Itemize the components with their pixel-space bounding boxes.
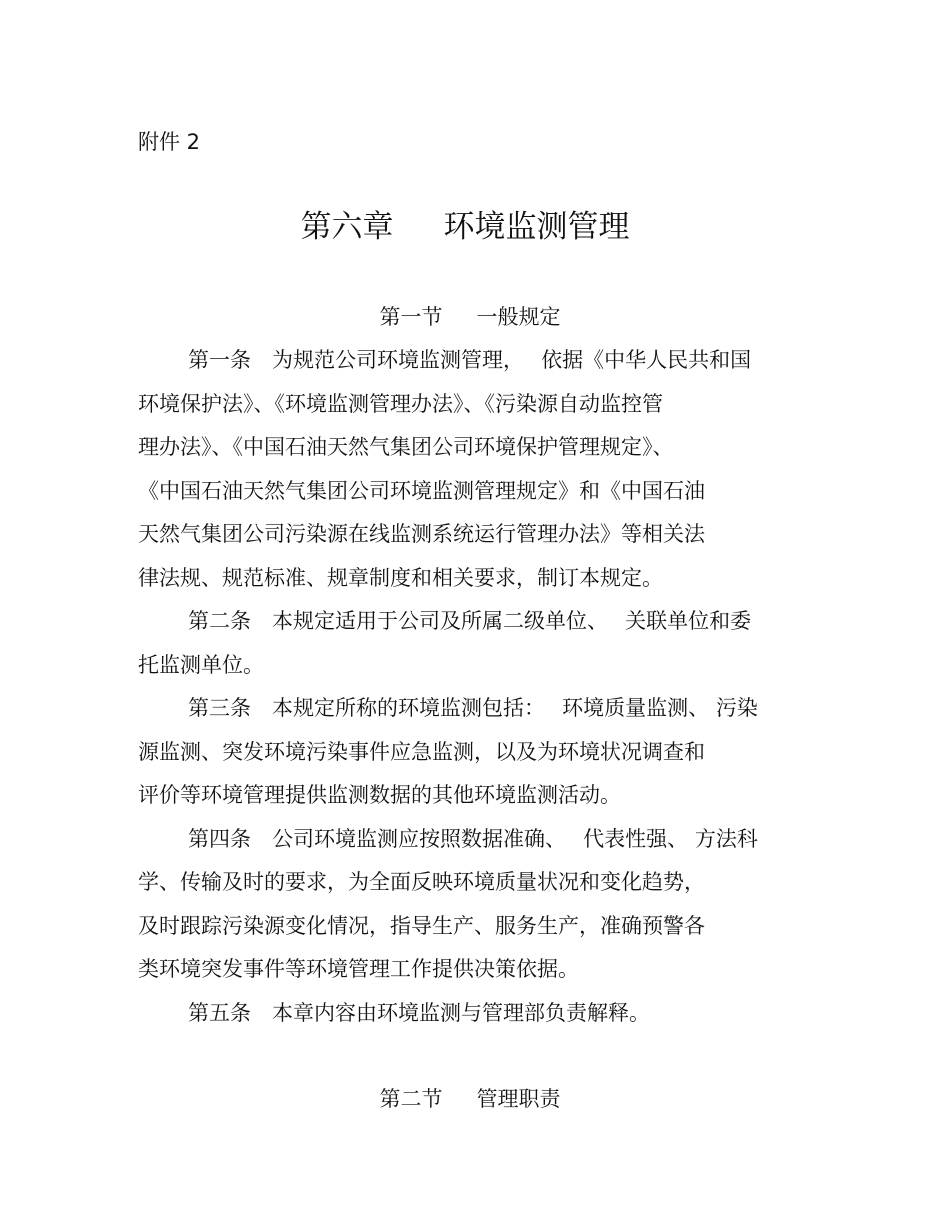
chapter-title [0,205,930,249]
attachment-label: 附件 2 [138,130,201,154]
article-1-line-2: 环境保护法》、《环境监测管理办法》、《污染源自动监控管 [138,392,663,416]
article-4-line-4: 类环境突发事件等环境管理工作提供决策依据。 [138,957,579,981]
article-1-line-4: 《中国石油天然气集团公司环境监测管理规定》和《中国石油 [138,479,705,503]
article-3-line-3: 评价等环境管理提供监测数据的其他环境监测活动。 [138,783,621,807]
article-5-line-1: 第五条 本章内容由环境监测与管理部负责解释。 [188,1001,650,1025]
article-4-line-3: 及时跟踪污染源变化情况，指导生产、服务生产，准确预警各 [138,914,705,938]
article-1-line-6: 律法规、规范标准、规章制度和相关要求，制订本规定。 [138,566,663,590]
article-4-line-1: 第四条 公司环境监测应按照数据准确、 代表性强、 方法科 [188,827,758,851]
chapter-name: 环境监测管理 [443,209,630,245]
article-3-line-2: 源监测、突发环境污染事件应急监测，以及为环境状况调查和 [138,740,705,764]
article-1-line-3: 理办法》、《中国石油天然气集团公司环境保护管理规定》、 [138,435,674,459]
article-1-line-1: 第一条 为规范公司环境监测管理， 依据《中华人民共和国 [188,348,752,372]
section-1-name: 一般规定 [476,305,561,329]
article-4-line-2: 学、传输及时的要求，为全面反映环境质量状况和变化趋势， [138,870,705,894]
chapter-number: 第六章 [300,209,394,245]
article-2-line-2: 托监测单位。 [138,653,264,677]
section-1-title [0,302,940,332]
section-2-title [0,1084,940,1114]
article-3-line-1: 第三条 本规定所称的环境监测包括： 环境质量监测、 污染 [188,696,758,720]
article-2-line-1: 第二条 本规定适用于公司及所属二级单位、 关联单位和委 [188,609,752,633]
section-2-name: 管理职责 [476,1087,561,1111]
article-1-line-5: 天然气集团公司污染源在线监测系统运行管理办法》等相关法 [138,522,705,546]
section-1-number: 第一节 [379,305,443,329]
section-2-number: 第二节 [379,1087,443,1111]
